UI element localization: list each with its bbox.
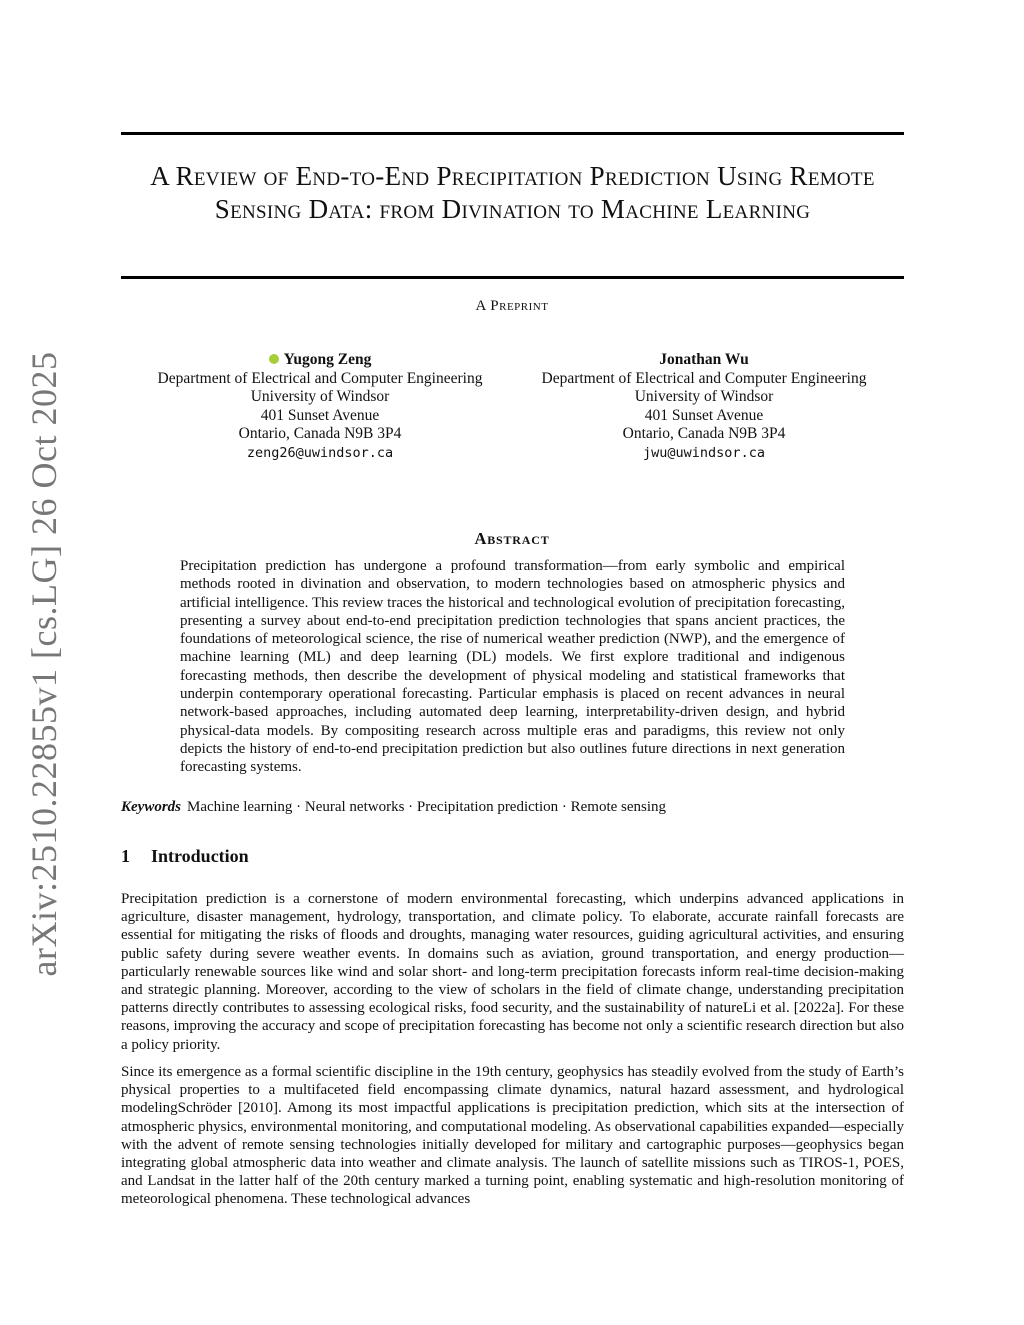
author-university: University of Windsor [634, 388, 774, 405]
author-block [514, 351, 894, 462]
author-university: University of Windsor [250, 388, 390, 405]
abstract-heading: Abstract [474, 529, 550, 548]
section-number: 1 [121, 846, 130, 866]
author-email[interactable]: jwu@uwindsor.ca [643, 444, 765, 461]
body-paragraph: Since its emergence as a formal scientific discipline in the 19th century, geophysics has steadily evolved from the study of Earth’s physical properties to a multifaceted field encompassing climate dynamics, natural hazard assessment, and hydrological modelingSchröder [2010]. Among its most impactful applications is precipitation prediction, which sits at the intersection of atmospheric physics, environmental monitoring, and computational modeling. As observational capabilities expanded—especially with the advent of remote sensing technologies initially developed for military and cartographic purposes—geophysics began integrating global atmospheric data into weather and climate analysis. The launch of satellite missions such as TIROS-1, POES, and Landsat in the latter half of the 20th century marked a turning point, enabling systematic and high-resolution monitoring of meteorological phenomena. These technological advances [121, 1064, 904, 1208]
preprint-label: A Preprint [475, 298, 549, 314]
author-department: Department of Electrical and Computer Engineering [541, 369, 867, 387]
author-city: Ontario, Canada N9B 3P4 [622, 425, 786, 442]
keywords-label: Keywords [121, 799, 181, 815]
author-street: 401 Sunset Avenue [260, 406, 380, 424]
abstract-text: Precipitation prediction has undergone a profound transformation—from early symbolic and empirical methods rooted in divination and observation, to modern technologies based on atmospheric physics and artificial intelligence. This review traces the historical and technological evolution of precipitation forecasting, presenting a survey about end-to-end precipitation prediction technologies that spans ancient practices, the foundations of meteorological science, the rise of numerical weather prediction (NWP), and the emergence of machine learning (ML) and deep learning (DL) models. We first explore traditional and indigenous forecasting methods, then describe the development of physical modeling and statistical frameworks that underpin contemporary operational forecasting. Particular emphasis is placed on recent advances in neural network-based approaches, including automated deep learning, interpretability-driven design, and hybrid physical-data models. By compositing research across multiple eras and paradigms, this review not only depicts the history of end-to-end precipitation prediction but also outlines future directions in next generation forecasting systems. [180, 558, 845, 776]
arxiv-stamp-text: arXiv:2510.22855v1 [cs.LG] 26 Oct 2025 [24, 351, 64, 977]
author-name: Yugong Zeng [283, 351, 372, 368]
author-block [130, 351, 510, 462]
author-email[interactable]: zeng26@uwindsor.ca [246, 444, 394, 461]
title-rule-bottom [121, 276, 904, 279]
author-city: Ontario, Canada N9B 3P4 [238, 425, 402, 442]
author-department: Department of Electrical and Computer Engineering [157, 369, 483, 387]
paper-title: A Review of End-to-End Precipitation Prediction Using Remote Sensing Data: from Divination to Machine Learning [150, 161, 875, 224]
section-heading [121, 846, 249, 867]
author-street: 401 Sunset Avenue [644, 406, 764, 424]
author-name: Jonathan Wu [659, 351, 749, 368]
title-rule-top [121, 132, 904, 135]
keywords-line [121, 798, 904, 816]
orcid-icon[interactable] [269, 354, 279, 364]
section-title: Introduction [151, 846, 249, 866]
body-paragraph: Precipitation prediction is a cornerstone of modern environmental forecasting, which underpins advanced applications in agriculture, disaster management, hydrology, transportation, and climate policy. To elaborate, accurate rainfall forecasts are essential for mitigating the risks of floods and droughts, managing water resources, guiding agricultural activities, and ensuring public safety during severe weather events. In domains such as aviation, ground transportation, and energy production—particularly renewable sources like wind and solar short- and long-term precipitation forecasts inform real-time decision-making and strategic planning. Moreover, according to the view of scholars in the field of climate change, understanding precipitation patterns directly contributes to assessing ecological risks, food security, and the sustainability of natureLi et al. [2022a]. For these reasons, improving the accuracy and scope of precipitation forecasting has become not only a scientific research direction but also a policy priority. [121, 891, 904, 1053]
keywords-list: Machine learning · Neural networks · Precipitation prediction · Remote sensing [187, 799, 667, 815]
